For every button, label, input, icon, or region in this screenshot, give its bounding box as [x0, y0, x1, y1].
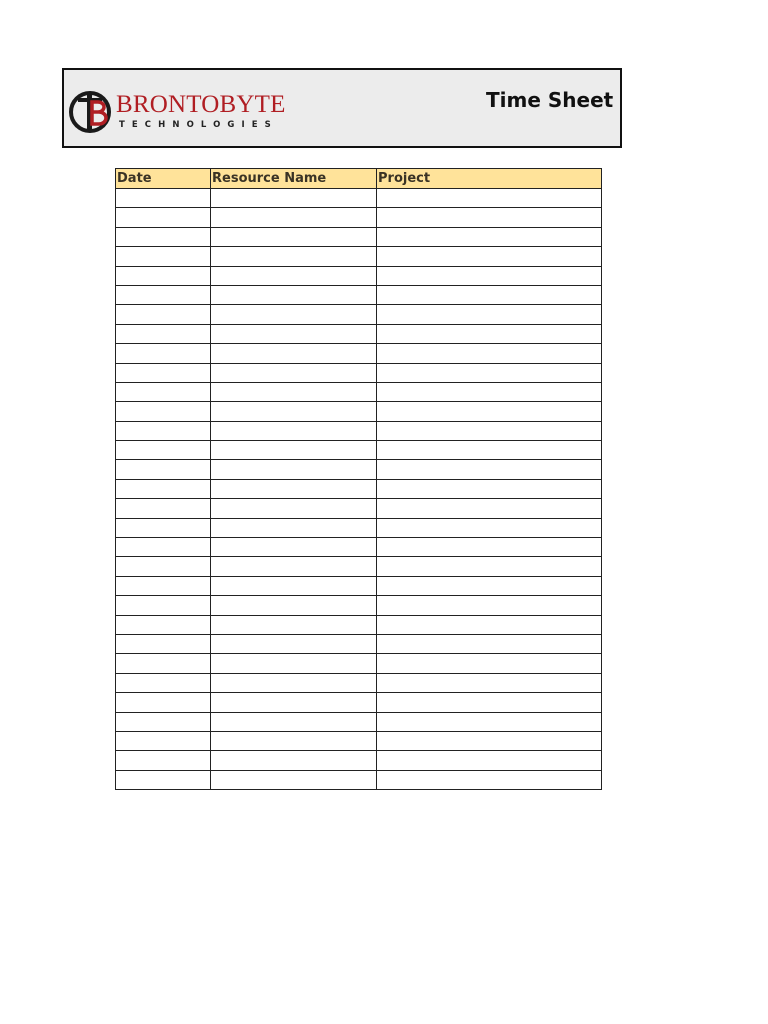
project-cell[interactable] [377, 305, 602, 324]
table-row [116, 382, 602, 401]
project-cell[interactable] [377, 421, 602, 440]
table-row [116, 479, 602, 498]
project-cell[interactable] [377, 402, 602, 421]
resource-name-cell[interactable] [211, 615, 377, 634]
column-header-date: Date [116, 169, 211, 189]
project-cell[interactable] [377, 518, 602, 537]
date-cell[interactable] [116, 576, 211, 595]
table-row [116, 557, 602, 576]
table-row [116, 518, 602, 537]
table-row [116, 441, 602, 460]
resource-name-cell[interactable] [211, 479, 377, 498]
table-row [116, 208, 602, 227]
resource-name-cell[interactable] [211, 247, 377, 266]
resource-name-cell[interactable] [211, 693, 377, 712]
date-cell[interactable] [116, 731, 211, 750]
project-cell[interactable] [377, 557, 602, 576]
project-cell[interactable] [377, 382, 602, 401]
table-row [116, 615, 602, 634]
resource-name-cell[interactable] [211, 731, 377, 750]
resource-name-cell[interactable] [211, 402, 377, 421]
resource-name-cell[interactable] [211, 363, 377, 382]
date-cell[interactable] [116, 247, 211, 266]
resource-name-cell[interactable] [211, 285, 377, 304]
date-cell[interactable] [116, 382, 211, 401]
project-cell[interactable] [377, 499, 602, 518]
project-cell[interactable] [377, 731, 602, 750]
table-row [116, 596, 602, 615]
project-cell[interactable] [377, 363, 602, 382]
project-cell[interactable] [377, 770, 602, 789]
table-row [116, 189, 602, 208]
date-cell[interactable] [116, 479, 211, 498]
table-row [116, 538, 602, 557]
project-cell[interactable] [377, 324, 602, 343]
header-band [62, 68, 622, 148]
project-cell[interactable] [377, 693, 602, 712]
resource-name-cell[interactable] [211, 208, 377, 227]
date-cell[interactable] [116, 693, 211, 712]
project-cell[interactable] [377, 673, 602, 692]
page-title: Time Sheet [486, 88, 614, 112]
project-cell[interactable] [377, 460, 602, 479]
table-row [116, 576, 602, 595]
resource-name-cell[interactable] [211, 227, 377, 246]
resource-name-cell[interactable] [211, 305, 377, 324]
table-row [116, 673, 602, 692]
date-cell[interactable] [116, 363, 211, 382]
table-row [116, 363, 602, 382]
resource-name-cell[interactable] [211, 712, 377, 731]
date-cell[interactable] [116, 460, 211, 479]
table-row [116, 344, 602, 363]
project-cell[interactable] [377, 634, 602, 653]
project-cell[interactable] [377, 479, 602, 498]
date-cell[interactable] [116, 208, 211, 227]
date-cell[interactable] [116, 266, 211, 285]
date-cell[interactable] [116, 557, 211, 576]
table-row [116, 712, 602, 731]
project-cell[interactable] [377, 615, 602, 634]
resource-name-cell[interactable] [211, 538, 377, 557]
table-row [116, 247, 602, 266]
table-row [116, 285, 602, 304]
table-row [116, 324, 602, 343]
resource-name-cell[interactable] [211, 499, 377, 518]
project-cell[interactable] [377, 266, 602, 285]
resource-name-cell[interactable] [211, 441, 377, 460]
table-row [116, 751, 602, 770]
resource-name-cell[interactable] [211, 460, 377, 479]
project-cell[interactable] [377, 344, 602, 363]
column-header-project: Project [377, 169, 602, 189]
resource-name-cell[interactable] [211, 596, 377, 615]
table-row [116, 227, 602, 246]
table-row [116, 499, 602, 518]
company-logo [68, 88, 288, 138]
date-cell[interactable] [116, 673, 211, 692]
project-cell[interactable] [377, 285, 602, 304]
project-cell[interactable] [377, 189, 602, 208]
project-cell[interactable] [377, 751, 602, 770]
date-cell[interactable] [116, 654, 211, 673]
date-cell[interactable] [116, 285, 211, 304]
resource-name-cell[interactable] [211, 634, 377, 653]
resource-name-cell[interactable] [211, 189, 377, 208]
project-cell[interactable] [377, 227, 602, 246]
resource-name-cell[interactable] [211, 344, 377, 363]
date-cell[interactable] [116, 770, 211, 789]
table-row [116, 402, 602, 421]
header-row [116, 169, 602, 189]
project-cell[interactable] [377, 576, 602, 595]
date-cell[interactable] [116, 324, 211, 343]
project-cell[interactable] [377, 208, 602, 227]
resource-name-cell[interactable] [211, 751, 377, 770]
date-cell[interactable] [116, 518, 211, 537]
project-cell[interactable] [377, 441, 602, 460]
table-row [116, 731, 602, 750]
table-row [116, 460, 602, 479]
table-row [116, 693, 602, 712]
project-cell[interactable] [377, 538, 602, 557]
resource-name-cell[interactable] [211, 770, 377, 789]
project-cell[interactable] [377, 596, 602, 615]
project-cell[interactable] [377, 712, 602, 731]
resource-name-cell[interactable] [211, 518, 377, 537]
date-cell[interactable] [116, 189, 211, 208]
resource-name-cell[interactable] [211, 421, 377, 440]
resource-name-cell[interactable] [211, 654, 377, 673]
logo-wordmark: BRONTOBYTE [116, 91, 286, 118]
project-cell[interactable] [377, 247, 602, 266]
date-cell[interactable] [116, 712, 211, 731]
date-cell[interactable] [116, 441, 211, 460]
date-cell[interactable] [116, 402, 211, 421]
table-row [116, 305, 602, 324]
timesheet-table [115, 168, 602, 790]
project-cell[interactable] [377, 654, 602, 673]
date-cell[interactable] [116, 538, 211, 557]
resource-name-cell[interactable] [211, 557, 377, 576]
resource-name-cell[interactable] [211, 382, 377, 401]
table-row [116, 266, 602, 285]
date-cell[interactable] [116, 751, 211, 770]
resource-name-cell[interactable] [211, 324, 377, 343]
date-cell[interactable] [116, 227, 211, 246]
date-cell[interactable] [116, 344, 211, 363]
table-row [116, 421, 602, 440]
date-cell[interactable] [116, 634, 211, 653]
date-cell[interactable] [116, 596, 211, 615]
table-body [116, 189, 602, 790]
table-row [116, 770, 602, 789]
resource-name-cell[interactable] [211, 673, 377, 692]
resource-name-cell[interactable] [211, 576, 377, 595]
logo-subtitle: TECHNOLOGIES [119, 120, 278, 130]
table-row [116, 634, 602, 653]
logo-emblem-icon [68, 88, 116, 138]
table-row [116, 654, 602, 673]
date-cell[interactable] [116, 499, 211, 518]
date-cell[interactable] [116, 421, 211, 440]
resource-name-cell[interactable] [211, 266, 377, 285]
column-header-resource-name: Resource Name [211, 169, 377, 189]
date-cell[interactable] [116, 305, 211, 324]
date-cell[interactable] [116, 615, 211, 634]
